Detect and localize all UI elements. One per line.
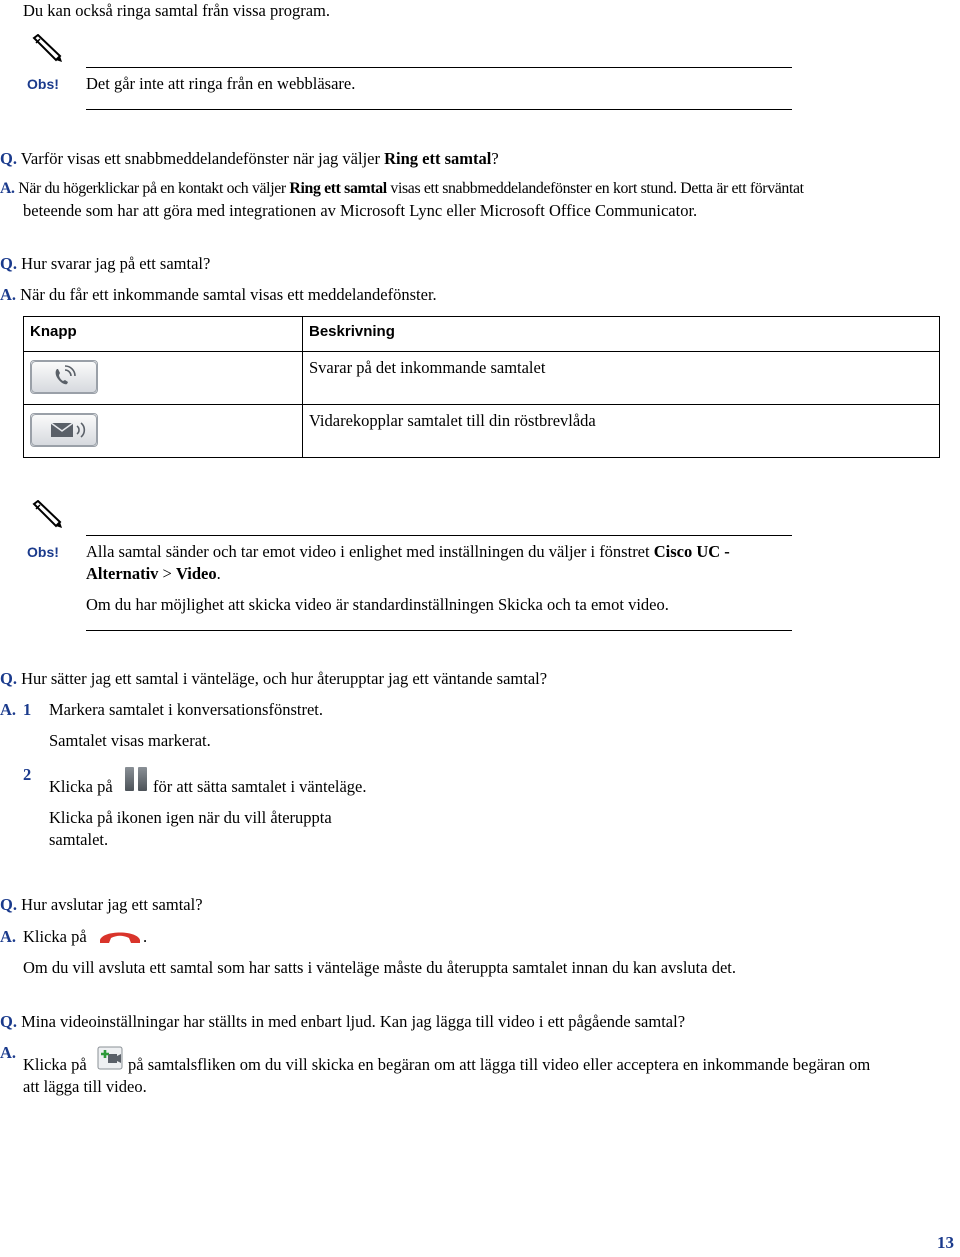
question-2 [0,253,210,275]
table-cell-button [24,405,303,458]
q-prefix: Q. [0,149,17,168]
note-sep: > [158,564,176,583]
question-4 [0,894,203,916]
answer-1-line2: beteende som har att göra med integrationen av Microsoft Lync eller Microsoft Office Communicator. [23,201,698,220]
step-text: Markera samtalet i konversationsfönstret. [49,700,323,719]
step-result: Samtalet visas markerat. [49,731,211,750]
intro-text: Du kan också ringa samtal från vissa program. [23,1,330,20]
step-text: Klicka på [49,777,113,796]
add-video-icon[interactable] [97,1046,123,1070]
q-end: ? [491,149,499,168]
q-text: Hur avslutar jag ett samtal? [21,895,203,914]
page-number: 13 [937,1233,954,1252]
hold-icon[interactable] [123,766,149,792]
step-result-cont: samtalet. [49,830,109,849]
a-prefix: A. [0,1043,17,1062]
note-text-line1 [86,541,730,563]
q-text: Hur svarar jag på ett samtal? [21,254,211,273]
note-top-rule [86,67,792,68]
table-header-row [24,317,940,352]
note-label: Obs! [27,76,59,92]
q-text: Hur sätter jag ett samtal i vänteläge, och hur återupptar jag ett väntande samtal? [21,669,548,688]
answer-text-end: . [143,927,148,946]
col-header-knapp: Knapp [24,317,303,352]
answer-call-icon[interactable] [30,360,98,394]
answer-line2: att lägga till video. [23,1077,147,1096]
note-bold-cisco: Cisco UC - [653,542,730,561]
a-text-cont: visas ett snabbmeddelandefönster en kort stund. Detta är ett förväntat [386,180,804,197]
a-prefix: A. [0,927,17,946]
step-number: 2 [23,765,32,784]
answer-text: Klicka på [23,1055,87,1074]
note-text-line3: Om du har möjlighet att skicka video är standardinställningen Skicka och ta emot video. [86,595,669,614]
table-cell-button [24,352,303,405]
note-text: Det går inte att ringa från en webbläsare. [86,74,356,93]
q-prefix: Q. [0,895,17,914]
q-bold: Ring ett samtal [384,149,492,168]
table-row [24,405,940,458]
a-text: När du får ett inkommande samtal visas ett meddelandefönster. [20,285,437,304]
a-prefix: A. [0,700,17,719]
col-header-beskrivning: Beskrivning [303,317,940,352]
step-result: Klicka på ikonen igen när du vill återuppta [49,808,332,827]
note-end: . [216,564,221,583]
q-prefix: Q. [0,254,17,273]
table-cell-description: Svarar på det inkommande samtalet [303,352,940,405]
answer-2 [0,284,437,306]
step-text-cont: för att sätta samtalet i vänteläge. [153,777,367,796]
question-3 [0,668,547,690]
answer-1 [0,178,804,200]
table-cell-description: Vidarekopplar samtalet till din röstbrevlåda [303,405,940,458]
question-5 [0,1011,685,1033]
note-text: Alla samtal sänder och tar emot video i enlighet med inställningen du väljer i fönstret [86,542,654,561]
q-prefix: Q. [0,1012,17,1031]
button-table [23,316,940,458]
note-text-line2 [86,563,221,585]
q-prefix: Q. [0,669,17,688]
voicemail-icon[interactable] [30,413,98,447]
note-label: Obs! [27,544,59,560]
note-bottom-rule [86,630,792,631]
a-prefix: A. [0,285,17,304]
note-bold-video: Video [175,564,217,583]
q-text: Varför visas ett snabbmeddelandefönster när jag väljer [20,149,385,168]
q-text: Mina videoinställningar har ställts in med enbart ljud. Kan jag lägga till video i ett pågående samtal? [21,1012,686,1031]
a-prefix: A. [0,180,15,197]
end-call-icon[interactable] [97,926,143,946]
a-bold: Ring ett samtal [289,180,387,197]
answer-line2: Om du vill avsluta ett samtal som har satts i vänteläge måste du återuppta samtalet innan du kan avsluta det. [23,958,736,977]
table-row [24,352,940,405]
step-number: 1 [23,700,32,719]
note-bold-alternativ: Alternativ [86,564,159,583]
a-text: När du högerklickar på en kontakt och väljer [18,180,290,197]
note-bottom-rule [86,109,792,110]
note-pencil-icon [28,34,68,66]
answer-text: Klicka på [23,927,87,946]
question-1 [0,148,499,170]
note-top-rule [86,535,792,536]
note-pencil-icon [28,500,68,532]
answer-text-cont: på samtalsfliken om du vill skicka en begäran om att lägga till video eller acceptera en inkommande begäran om [128,1055,871,1074]
